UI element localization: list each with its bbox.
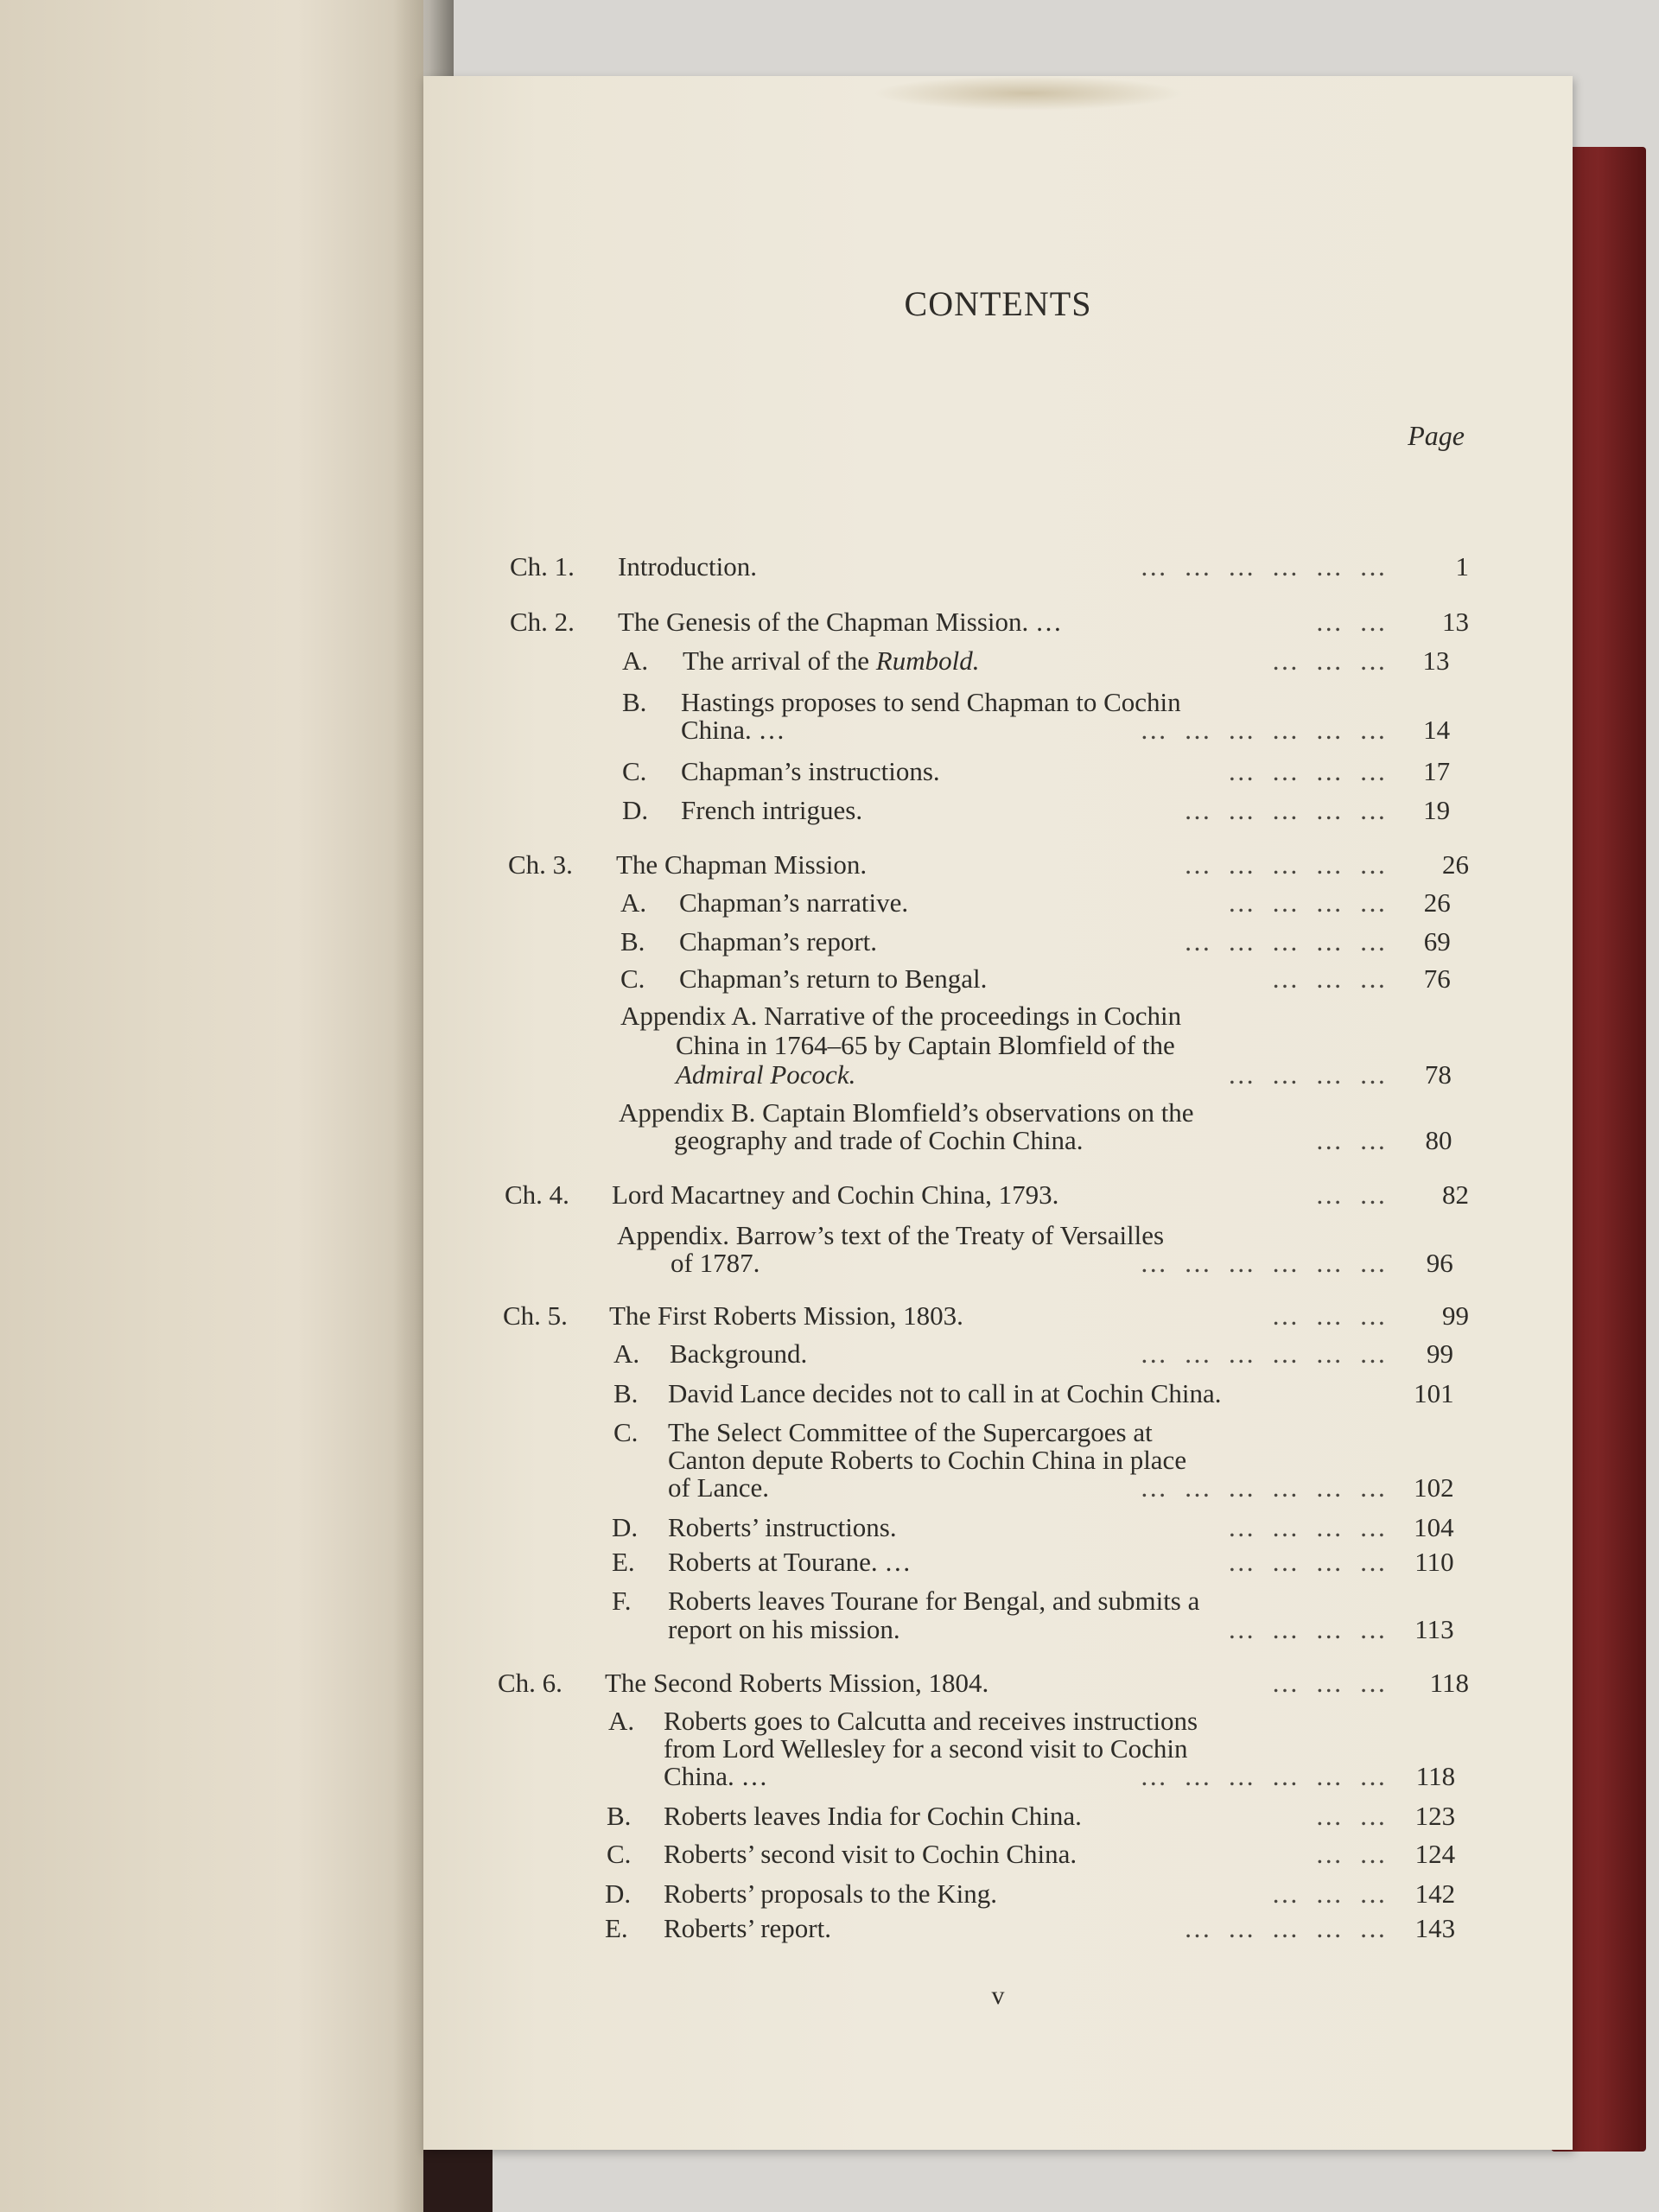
toc-page-number: 143 <box>1414 1913 1456 1943</box>
toc-entry-title: from Lord Wellesley for a second visit to Cochin <box>664 1733 1188 1764</box>
toc-entry <box>423 1612 1573 1647</box>
toc-entry <box>423 1178 1573 1212</box>
toc-entry-title: Chapman’s return to Bengal. <box>679 963 988 994</box>
toc-entry-title: Roberts’ second visit to Cochin China. <box>664 1839 1077 1869</box>
toc-entry-label: A. <box>613 1338 640 1369</box>
toc-entry-title: French intrigues. <box>681 795 863 825</box>
toc-entry-label: E. <box>612 1547 635 1577</box>
toc-entry-title: The Select Committee of the Supercargoes at <box>668 1417 1153 1447</box>
toc-page-number: 124 <box>1414 1839 1456 1869</box>
toc-entry-title: The Genesis of the Chapman Mission. … <box>618 607 1063 637</box>
toc-entry <box>423 886 1573 920</box>
left-page <box>0 0 423 2212</box>
toc-entry-title: The arrival of the Rumbold. <box>683 645 980 676</box>
toc-entry-title: Chapman’s report. <box>679 926 878 957</box>
toc-entry-title <box>676 1058 855 1092</box>
toc-entry <box>423 962 1573 996</box>
toc-entry-label: D. <box>612 1512 639 1542</box>
toc-page-number: 26 <box>1423 887 1451 918</box>
toc-entry <box>423 1799 1573 1834</box>
toc-leader-dots: … … <box>1315 1839 1391 1869</box>
toc-leader-dots: … … … … … <box>1184 795 1391 825</box>
toc-entry <box>423 550 1573 584</box>
toc-entry <box>423 1471 1573 1505</box>
toc-page-number: 96 <box>1426 1248 1453 1278</box>
toc-page-number: 102 <box>1414 1472 1454 1503</box>
toc-entry-italic: Admiral Pocock. <box>676 1059 856 1090</box>
toc-entry-title: Roberts’ instructions. <box>668 1512 897 1542</box>
toc-entry-title: China. … <box>664 1761 768 1791</box>
toc-entry <box>423 793 1573 828</box>
toc-entry-title: China in 1764–65 by Captain Blomfield of the <box>676 1030 1175 1060</box>
toc-entry-italic: Rumbold. <box>875 645 980 676</box>
toc-entry-title: Introduction. <box>618 551 757 582</box>
toc-leader-dots: … … … … <box>1227 1614 1391 1644</box>
torn-top-edge <box>873 76 1184 111</box>
toc-entry-title: The First Roberts Mission, 1803. <box>609 1300 963 1331</box>
toc-leader-dots: … … … <box>1271 1668 1391 1698</box>
toc-page-number: 17 <box>1423 756 1451 786</box>
toc-entry-title: David Lance decides not to call in at Cochin China. <box>668 1378 1222 1408</box>
toc-entry-label: B. <box>622 687 647 717</box>
toc-entry-label: C. <box>622 756 647 786</box>
toc-entry-title: report on his mission. <box>668 1614 900 1644</box>
toc-leader-dots: … … … … … … <box>1140 715 1391 745</box>
toc-leader-dots: … … … … … <box>1184 1913 1391 1943</box>
toc-leader-dots: … … <box>1315 1179 1391 1210</box>
toc-entry <box>423 1123 1573 1158</box>
toc-entry <box>423 644 1573 678</box>
toc-entry-title: Roberts leaves Tourane for Bengal, and submits a <box>668 1586 1200 1616</box>
toc-entry-title: Roberts goes to Calcutta and receives instructions <box>664 1706 1198 1736</box>
toc-leader-dots: … … … <box>1271 645 1391 676</box>
toc-page-number: 104 <box>1414 1512 1454 1542</box>
toc-leader-dots: … … … … … … <box>1140 1761 1391 1791</box>
toc-page-number: 26 <box>1442 849 1469 880</box>
toc-entry-label: B. <box>620 926 645 957</box>
toc-entry-label: Ch. 4. <box>505 1179 569 1210</box>
toc-page-number: 99 <box>1442 1300 1469 1331</box>
toc-entry-label: F. <box>612 1586 632 1616</box>
toc-entry-label: Ch. 1. <box>510 551 575 582</box>
toc-page-number: 19 <box>1423 795 1451 825</box>
toc-entry-title: The Second Roberts Mission, 1804. <box>605 1668 989 1698</box>
toc-entry-label: B. <box>613 1378 639 1408</box>
toc-leader-dots: … … … … … <box>1184 849 1391 880</box>
toc-page-number: 99 <box>1427 1338 1453 1369</box>
contents-page <box>423 76 1573 2150</box>
toc-entry <box>423 1510 1573 1545</box>
toc-entry-title: Roberts at Tourane. … <box>668 1547 912 1577</box>
page-column-heading: Page <box>1408 420 1465 451</box>
toc-entry <box>423 925 1573 959</box>
toc-entry <box>423 1337 1573 1371</box>
toc-entry-title: Appendix. Barrow’s text of the Treaty of Versailles <box>617 1220 1165 1250</box>
toc-entry-title: Chapman’s instructions. <box>681 756 940 786</box>
toc-entry <box>423 713 1573 747</box>
toc-entry-label: A. <box>608 1706 635 1736</box>
toc-page-number: 101 <box>1414 1378 1454 1408</box>
toc-leader-dots: … … … … … <box>1184 926 1391 957</box>
toc-entry-label: Ch. 5. <box>503 1300 568 1331</box>
toc-page-number: 13 <box>1442 607 1469 637</box>
toc-entry-title: The Chapman Mission. <box>616 849 868 880</box>
toc-page-number: 118 <box>1429 1668 1469 1698</box>
toc-page-number: 118 <box>1415 1761 1456 1791</box>
toc-entry-title: Lord Macartney and Cochin China, 1793. <box>612 1179 1059 1210</box>
toc-leader-dots: … … … <box>1271 963 1391 994</box>
toc-entry-title: Canton depute Roberts to Cochin China in place <box>668 1445 1187 1475</box>
toc-entry-label: Ch. 3. <box>508 849 573 880</box>
toc-leader-dots: … … … … <box>1227 1512 1391 1542</box>
toc-leader-dots: … … … … <box>1227 1059 1391 1090</box>
toc-page-number: 113 <box>1414 1614 1454 1644</box>
toc-leader-dots: … … … … … … <box>1140 1248 1391 1278</box>
toc-leader-dots: … … … … … … <box>1140 1472 1391 1503</box>
toc-page-number: 69 <box>1423 926 1451 957</box>
toc-page-number: 1 <box>1455 551 1469 582</box>
toc-entry-label: D. <box>622 795 649 825</box>
toc-entry <box>423 1299 1573 1333</box>
toc-entry-label: E. <box>605 1913 628 1943</box>
toc-entry-title: of Lance. <box>668 1472 770 1503</box>
toc-leader-dots: … … … … … … <box>1140 551 1391 582</box>
toc-leader-dots: … … … <box>1271 1300 1391 1331</box>
toc-entry <box>423 1837 1573 1872</box>
toc-entry-label: Ch. 2. <box>510 607 575 637</box>
toc-entry-label: A. <box>620 887 647 918</box>
toc-entry-title: Appendix A. Narrative of the proceedings in Cochin <box>620 1001 1182 1031</box>
toc-entry-title: Roberts leaves India for Cochin China. <box>664 1801 1082 1831</box>
toc-page-number: 76 <box>1423 963 1451 994</box>
toc-entry-label: D. <box>605 1878 632 1909</box>
toc-entry-title: of 1787. <box>671 1248 760 1278</box>
toc-entry-title: Appendix B. Captain Blomfield’s observations on the <box>619 1097 1194 1128</box>
toc-page-number: 13 <box>1422 645 1450 676</box>
toc-entry-label: A. <box>622 645 649 676</box>
toc-entry-label: B. <box>607 1801 632 1831</box>
toc-leader-dots: … … … … <box>1227 756 1391 786</box>
toc-leader-dots: … … <box>1315 1801 1391 1831</box>
toc-entry <box>423 754 1573 789</box>
toc-entry <box>423 605 1573 639</box>
toc-entry <box>423 1911 1573 1946</box>
toc-page-number: 123 <box>1414 1801 1456 1831</box>
toc-entry-title: geography and trade of Cochin China. <box>674 1125 1084 1155</box>
toc-leader-dots: … … … <box>1271 1878 1391 1909</box>
toc-leader-dots: … … <box>1315 1125 1391 1155</box>
page-title: CONTENTS <box>904 284 1092 323</box>
page-number: v <box>991 1981 1005 2010</box>
toc-page-number: 80 <box>1425 1125 1452 1155</box>
toc-entry-label: C. <box>620 963 645 994</box>
toc-entry-title: Background. <box>670 1338 808 1369</box>
toc-leader-dots: … … … … <box>1227 887 1391 918</box>
toc-entry-title: Hastings proposes to send Chapman to Cochin <box>681 687 1181 717</box>
toc-leader-dots: … … … … <box>1227 1547 1391 1577</box>
toc-entry <box>423 848 1573 882</box>
toc-page-number: 142 <box>1414 1878 1456 1909</box>
toc-entry-title: Roberts’ report. <box>664 1913 831 1943</box>
toc-entry <box>423 1545 1573 1580</box>
toc-entry <box>423 1877 1573 1911</box>
toc-entry <box>423 1666 1573 1700</box>
toc-page-number: 14 <box>1423 715 1451 745</box>
toc-entry <box>423 1376 1573 1411</box>
toc-entry-title: Roberts’ proposals to the King. <box>664 1878 998 1909</box>
toc-entry <box>423 1246 1573 1281</box>
toc-leader-dots: … … … … … … <box>1140 1338 1391 1369</box>
toc-page-number: 110 <box>1414 1547 1454 1577</box>
toc-entry-label: Ch. 6. <box>498 1668 563 1698</box>
toc-entry <box>423 1759 1573 1794</box>
toc-page-number: 78 <box>1424 1059 1452 1090</box>
toc-entry-title: Chapman’s narrative. <box>679 887 909 918</box>
toc-entry-title: China. … <box>681 715 785 745</box>
toc-page-number: 82 <box>1442 1179 1469 1210</box>
toc-entry <box>423 1058 1573 1092</box>
toc-entry-label: C. <box>613 1417 639 1447</box>
toc-leader-dots: … … <box>1315 607 1391 637</box>
toc-entry-label: C. <box>607 1839 632 1869</box>
